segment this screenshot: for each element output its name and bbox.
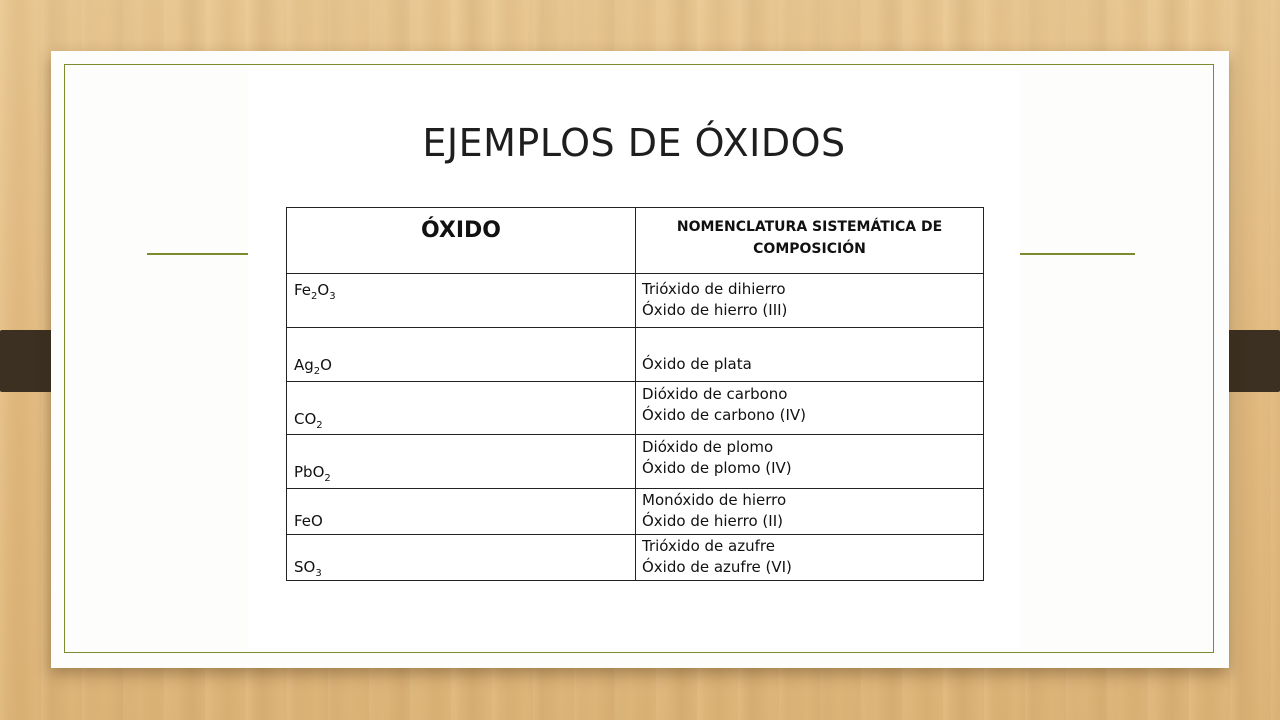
table-row	[287, 435, 984, 489]
names-cell: Óxido de plata	[636, 328, 984, 382]
header-oxido: ÓXIDO	[287, 208, 636, 274]
slide	[51, 51, 1229, 668]
formula-cell: $Fe_2O_3$	[287, 274, 636, 328]
names-cell: Monóxido de hierro Óxido de hierro (II)	[636, 489, 984, 535]
table-row	[287, 382, 984, 435]
formula-cell: PbO$_2$	[287, 435, 636, 489]
header-nomenclatura-line2: COMPOSICIÓN	[753, 241, 866, 257]
table-row	[287, 328, 984, 382]
names-cell: Trióxido de dihierro Óxido de hierro (III)	[636, 274, 984, 328]
names-cell: Dióxido de carbono Óxido de carbono (IV)	[636, 382, 984, 435]
slide-title: EJEMPLOS DE ÓXIDOS	[422, 121, 846, 165]
names-cell: Dióxido de plomo Óxido de plomo (IV)	[636, 435, 984, 489]
formula-cell: FeO	[287, 489, 636, 535]
divider-left	[147, 253, 257, 255]
content-image	[248, 71, 1020, 648]
divider-right	[1018, 253, 1135, 255]
table-header-row	[287, 208, 984, 274]
formula-cell: $Ag_2O$	[287, 328, 636, 382]
header-nomenclatura	[636, 208, 984, 274]
formula-cell: $SO_3$	[287, 535, 636, 581]
names-cell: Trióxido de azufre Óxido de azufre (VI)	[636, 535, 984, 581]
table-row	[287, 274, 984, 328]
oxides-table	[286, 207, 984, 581]
table-row	[287, 489, 984, 535]
formula-cell: $CO_2$	[287, 382, 636, 435]
header-nomenclatura-line1: NOMENCLATURA SISTEMÁTICA DE	[676, 219, 943, 235]
table-row	[287, 535, 984, 581]
